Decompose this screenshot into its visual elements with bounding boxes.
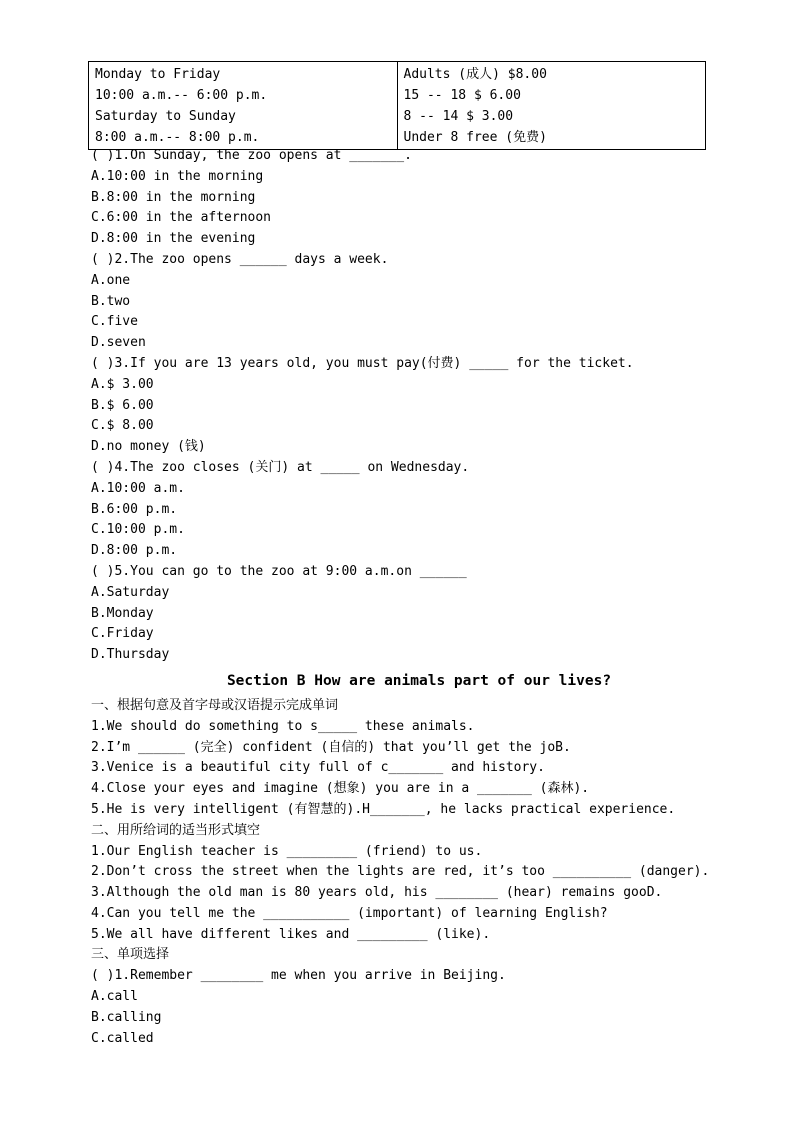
hours-line: 8:00 a.m.-- 8:00 p.m. (95, 130, 260, 145)
section-b-title: Section B How are animals part of our lives? (226, 672, 612, 689)
option-line: B.two (91, 293, 131, 309)
option-line: B.6:00 p.m. (91, 501, 178, 517)
ticket-prices-cell (397, 62, 706, 150)
option-line: B.$ 6.00 (91, 397, 154, 413)
option-line: A.10:00 in the morning (91, 168, 264, 184)
option-line: B.Monday (91, 605, 154, 621)
option-line: C.$ 8.00 (91, 418, 154, 434)
price-line: 15 -- 18 $ 6.00 (403, 88, 521, 103)
hours-line: Saturday to Sunday (95, 109, 236, 124)
opening-hours-cell (89, 62, 398, 150)
hours-line: 10:00 a.m.-- 6:00 p.m. (95, 88, 268, 103)
exercise-item: 5.He is very intelligent (有智慧的).H_______, he lacks practical experience. (91, 801, 676, 817)
price-line: 8 -- 14 $ 3.00 (403, 109, 514, 124)
option-line: A.one (91, 272, 131, 288)
price-line: Adults (成人) $8.00 (403, 67, 547, 82)
option-line: C.10:00 p.m. (91, 522, 185, 538)
exercise-heading: 二、用所给词的适当形式填空 (91, 822, 261, 838)
option-line: B.8:00 in the morning (91, 189, 256, 205)
exercise-heading: 三、单项选择 (91, 947, 170, 963)
option-line: D.seven (91, 335, 146, 351)
zoo-info-table (88, 61, 706, 150)
hours-line: Monday to Friday (95, 67, 221, 82)
option-line: A.10:00 a.m. (91, 480, 185, 496)
exercise-item: 3.Venice is a beautiful city full of c_______ and history. (91, 760, 545, 776)
option-line: D.8:00 in the evening (91, 231, 256, 247)
option-line: C.Friday (91, 626, 154, 642)
option-line: B.calling (91, 1009, 162, 1025)
exercise-item: 2.Don’t cross the street when the lights are red, it’s too __________ (danger). (91, 864, 710, 880)
exercise-item: 5.We all have different likes and _________ (like). (91, 926, 491, 942)
option-line: C.6:00 in the afternoon (91, 210, 272, 226)
exercise-item: 4.Close your eyes and imagine (想象) you are in a _______ (森林). (91, 781, 590, 797)
question-line: ( )4.The zoo closes (关门) at _____ on Wednesday. (91, 459, 470, 475)
option-line: C.called (91, 1030, 154, 1046)
option-line: A.Saturday (91, 584, 170, 600)
question-line: ( )2.The zoo opens ______ days a week. (91, 251, 389, 267)
option-line: A.$ 3.00 (91, 376, 154, 392)
option-line: D.no money (钱) (91, 439, 206, 455)
worksheet-content (91, 146, 751, 1049)
exercise-item: 1.Our English teacher is _________ (friend) to us. (91, 843, 483, 859)
exercise-item: 4.Can you tell me the ___________ (important) of learning English? (91, 905, 608, 921)
price-line: Under 8 free (免费) (403, 130, 547, 145)
option-line: D.8:00 p.m. (91, 543, 178, 559)
exercise-item: 1.We should do something to s_____ these animals. (91, 718, 475, 734)
exercise-heading: 一、根据句意及首字母或汉语提示完成单词 (91, 697, 339, 713)
option-line: A.call (91, 989, 138, 1005)
option-line: D.Thursday (91, 647, 170, 663)
exercise-item: 3.Although the old man is 80 years old, his ________ (hear) remains gooD. (91, 885, 663, 901)
exercise-item: 2.I’m ______ (完全) confident (自信的) that you’ll get the joB. (91, 739, 571, 755)
question-line: ( )1.Remember ________ me when you arrive in Beijing. (91, 968, 506, 984)
question-line: ( )5.You can go to the zoo at 9:00 a.m.on ______ (91, 563, 467, 579)
option-line: C.five (91, 314, 138, 330)
question-line: ( )1.On Sunday, the zoo opens at _______. (91, 148, 412, 163)
question-line: ( )3.If you are 13 years old, you must pay(付费) _____ for the ticket. (91, 355, 634, 371)
